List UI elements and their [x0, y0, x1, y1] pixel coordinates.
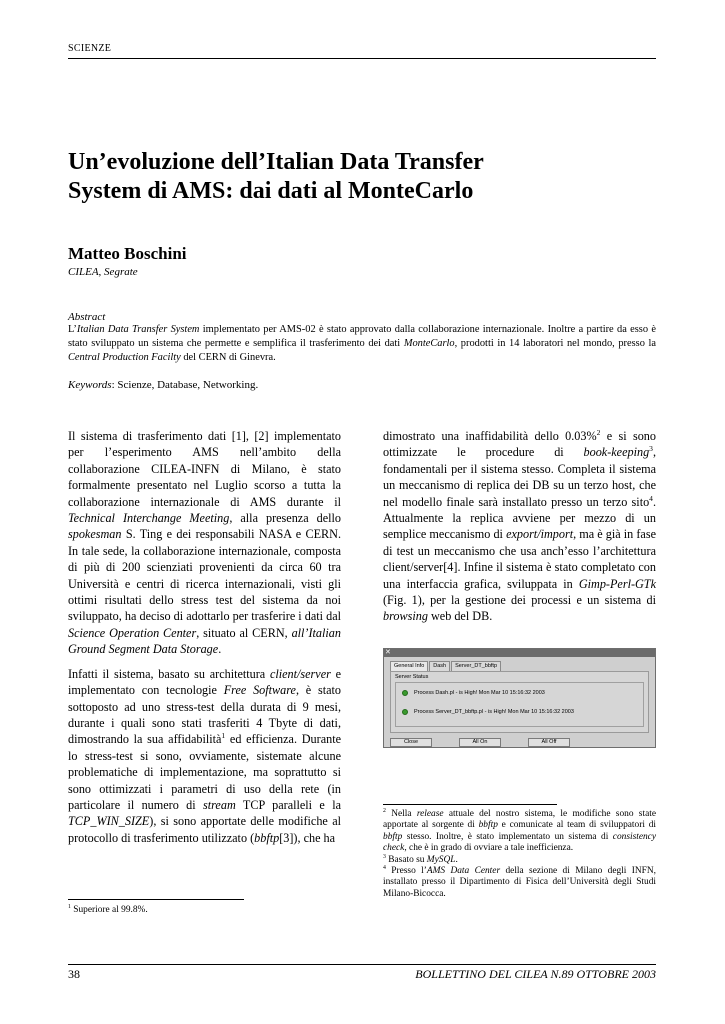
server-status-label: Server Status: [395, 674, 429, 680]
right-column: [383, 428, 656, 633]
left-column: [68, 428, 341, 854]
status-light-icon: [402, 690, 408, 696]
process-row: Process Dash.pl - is High! Mon Mar 10 15:16:32 2003: [402, 690, 545, 696]
footnote-ref: 2: [596, 427, 601, 437]
title-line-1: Un’evoluzione dell’Italian Data Transfer: [68, 149, 484, 175]
author-name: Matteo Boschini: [68, 244, 187, 263]
body-paragraph: Il sistema di trasferimento dati [1], [2] implementato per l’esperimento AMS nell’ambito della collaborazione CILEA-INFN di Milano, è stato formalmente presentato nel Luglio scorso a tutta la collaborazione internazionale di AMS durante il Technical Interchange Meeting, alla presenza dello spokesman S. Ting e dei responsabili NASA e CERN. In tale sede, la collaborazione internazionale, composta di più di 200 scienziati provenienti da circa 60 tra Università e centri di ricerca internazionali, visti gli ottimi risultati dello stress test del sistema da noi sviluppato, ha deciso di adottarlo per trasferire i dati dal Science Operation Center, situato al CERN, all’Italian Ground Segment Data Storage.: [68, 429, 341, 657]
section-label: SCIENZE: [68, 43, 112, 54]
keywords-label: Keywords: [68, 379, 112, 391]
author-affiliation: CILEA, Segrate: [68, 266, 138, 278]
screenshot-tabs: [390, 661, 502, 671]
footnote-1: $^1$ Superiore al 99.8%.: [68, 903, 148, 915]
process-row: Process Server_DT_bbftp.pl - is High! Mon Mar 10 15:16:32 2003: [402, 709, 574, 715]
abstract-text: L’Italian Data Transfer System implementato per AMS-02 è stato approvato dalla collaborazione internazionale. Inoltre a partire da esso è stato sviluppato un sistema che permette e semplifica il trasferimento dei dati MonteCarlo, prodotti in 14 laboratori nel mondo, presso la Central Production Facilty del CERN di Ginevra.: [68, 324, 656, 363]
screenshot-buttons: [390, 738, 597, 747]
abstract-heading: Abstract: [68, 311, 106, 323]
page-number: 38: [68, 967, 80, 981]
journal-name: BOLLETTINO DEL CILEA N.89 OTTOBRE 2003: [415, 967, 656, 981]
header-rule: [68, 58, 656, 59]
window-titlebar: [384, 649, 655, 657]
close-icon: ✕: [385, 649, 391, 656]
footnote-4: $^4$ Presso l’AMS Data Center della sezione di Milano degli INFN, installato presso il Dipartimento di Fisica dell’Università degli Studi Milano-Bicocca.: [383, 864, 656, 899]
gui-screenshot-figure: [383, 648, 656, 748]
keywords: [68, 379, 258, 391]
footnote-ref: 4: [649, 493, 653, 503]
tab-server: Server_DT_bbftp: [451, 661, 501, 671]
footnote-rule: [68, 899, 244, 900]
footer-rule: [68, 964, 656, 965]
footnote-ref: 3: [649, 444, 653, 454]
server-status-box: [395, 682, 644, 727]
status-light-icon: [402, 709, 408, 715]
article-title: [68, 148, 658, 206]
footnote-2: $^2$ Nella release attuale del nostro sistema, le modifiche sono state apportate al sorgente di bbftp e comunicate al team di sviluppatori di bbftp stesso. Inoltre, è stato implementato un sistema di consistency check, che è in grado di ovviare a tale inefficienza.: [383, 807, 656, 854]
all-on-button: All On: [459, 738, 501, 747]
footnote-rule: [383, 804, 557, 805]
screenshot-panel: [390, 671, 649, 733]
keywords-text: : Scienze, Database, Networking.: [111, 379, 259, 391]
tab-general-info: General Info: [390, 661, 428, 671]
close-button: Close: [390, 738, 432, 747]
footnotes-right: [383, 809, 656, 900]
title-line-2: System di AMS: dai dati al MonteCarlo: [68, 178, 474, 204]
body-paragraph: Infatti il sistema, basato su architettura client/server e implementato con tecnologie Free Software, è stato sottoposto ad uno stress-test della durata di 9 mesi, durante i quali sono stati trasferiti 4 Tbyte di dati, dimostrando la sua affidabilità$^1$ ed efficienza. Durante lo stress-test si sono, ovviamente, sistemate alcune problematiche di implementazione, ma soprattutto si sono ottimizzati i parametri di uso della rete (in particolare il numero di stream TCP paralleli e la TCP_WIN_SIZE), si sono apportate delle modifiche al protocollo di trasferimento utilizzato (bbftp[3]), che ha: [68, 666, 342, 845]
footnote-ref: 1: [221, 731, 226, 741]
all-off-button: All Off: [528, 738, 570, 747]
body-paragraph: dimostrato una inaffidabilità dello 0.03%$^2$ e si sono ottimizzate le procedure di book-keeping$^3$, fondamentali per il sistema stesso. Completa il sistema un meccanismo di replica dei DB su un terzo host, che nel modello finale sarà installato presso un terzo sito$^4$. Attualmente la replica avviene per mezzo di un semplice meccanismo di export/import, ma è già in fase di test un meccanismo che usa anch’esso l’architettura client/server[4]. Infine il sistema è stato completato con una interfaccia grafica, sviluppata in Gimp-Perl-GTk (Fig. 1), per la gestione dei processi e un sistema di browsing web del DB.: [383, 427, 656, 624]
tab-dash: Dash: [429, 661, 450, 671]
footnote-3: $^3$ Basato su MySQL.: [383, 853, 458, 865]
